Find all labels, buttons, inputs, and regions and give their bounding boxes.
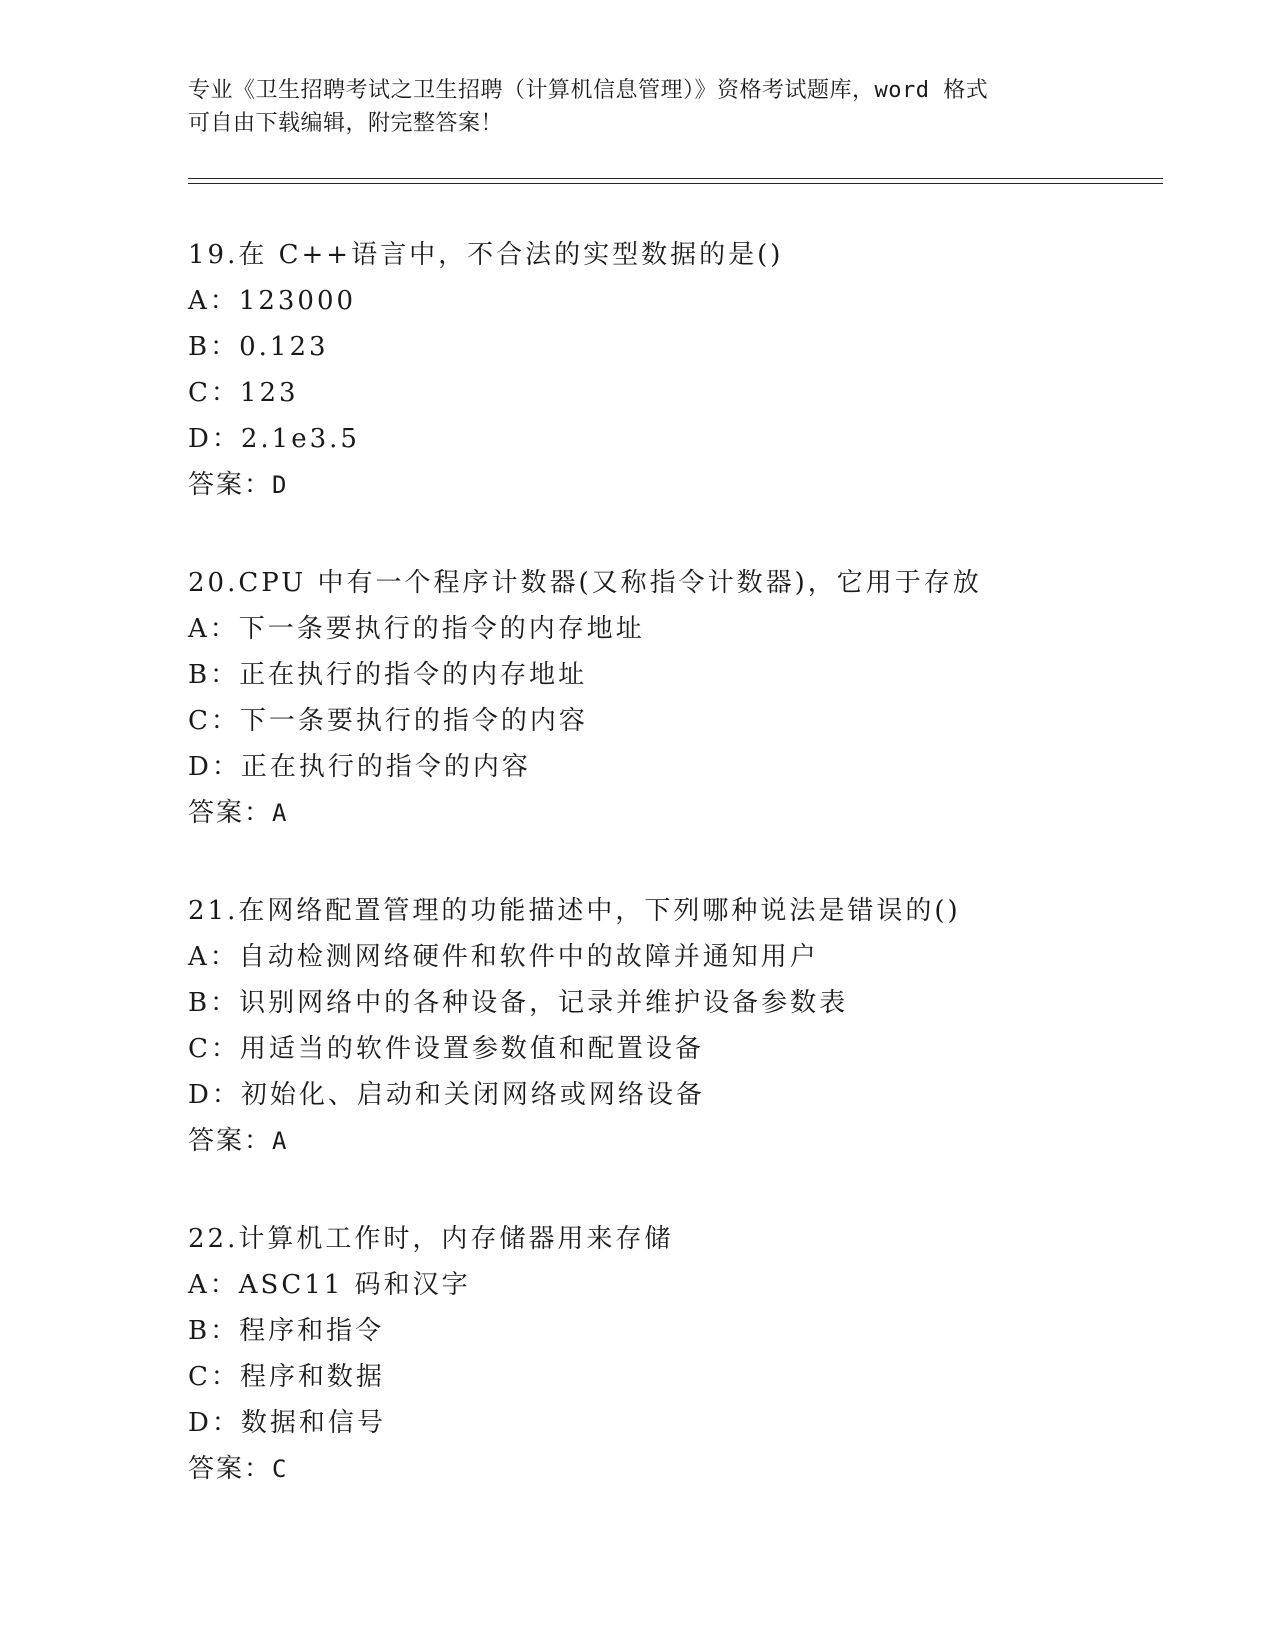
option-b — [188, 980, 1168, 1026]
option-d — [188, 744, 1168, 790]
option-a — [188, 1262, 1168, 1308]
question-text: 22.计算机工作时，内存储器用来存储 — [188, 1224, 674, 1254]
option-text: 123 — [239, 378, 299, 408]
answer-label: 答案： — [188, 1454, 273, 1484]
answer-value: A — [272, 1127, 287, 1155]
option-c — [188, 1026, 1168, 1072]
option-key: A： — [188, 286, 239, 316]
option-key: A： — [188, 942, 239, 972]
option-text: 下一条要执行的指令的内存地址 — [238, 614, 645, 644]
answer-label: 答案： — [188, 1126, 273, 1156]
question-text: 21.在网络配置管理的功能描述中，下列哪种说法是错误的() — [188, 896, 961, 926]
header-line-1: 专业《卫生招聘考试之卫生招聘（计算机信息管理）》资格考试题库，word 格式 — [188, 78, 989, 103]
option-c — [188, 698, 1168, 744]
option-key: B： — [188, 988, 240, 1018]
document-header — [188, 74, 1088, 140]
option-text: 2.1e3.5 — [240, 424, 360, 454]
option-key: C： — [188, 706, 240, 736]
answer-label: 答案： — [188, 798, 273, 828]
option-text: 数据和信号 — [240, 1408, 386, 1438]
answer-value: C — [272, 1455, 287, 1483]
question-19 — [188, 232, 1168, 508]
header-divider-bottom — [188, 183, 1163, 184]
option-key: B： — [188, 332, 240, 362]
answer — [188, 1446, 1168, 1492]
answer-value: A — [272, 799, 287, 827]
option-b — [188, 324, 1168, 370]
question-text: 20.CPU 中有一个程序计数器(又称指令计数器)，它用于存放 — [188, 568, 982, 598]
option-a — [188, 934, 1168, 980]
option-key: D： — [188, 752, 241, 782]
option-key: A： — [188, 1270, 239, 1300]
answer-label: 答案： — [188, 470, 273, 500]
header-divider-top — [188, 178, 1163, 179]
header-line-2: 可自由下载编辑，附完整答案！ — [188, 111, 504, 136]
option-key: B： — [188, 1316, 240, 1346]
option-key: D： — [188, 1080, 241, 1110]
option-b — [188, 652, 1168, 698]
option-key: C： — [188, 1034, 240, 1064]
option-text: 程序和指令 — [239, 1316, 385, 1346]
option-key: A： — [188, 614, 239, 644]
option-text: 0.123 — [239, 332, 329, 362]
option-text: 用适当的软件设置参数值和配置设备 — [239, 1034, 704, 1064]
option-b — [188, 1308, 1168, 1354]
option-d — [188, 1072, 1168, 1118]
option-text: 自动检测网络硬件和软件中的故障并通知用户 — [238, 942, 819, 972]
option-text: 识别网络中的各种设备，记录并维护设备参数表 — [239, 988, 849, 1018]
option-text: 程序和数据 — [239, 1362, 385, 1392]
option-text: 正在执行的指令的内存地址 — [239, 660, 588, 690]
option-text: 123000 — [238, 286, 357, 316]
option-key: C： — [188, 378, 240, 408]
option-d — [188, 416, 1168, 462]
option-text: 初始化、启动和关闭网络或网络设备 — [240, 1080, 705, 1110]
question-text: 19.在 C++语言中，不合法的实型数据的是() — [188, 240, 784, 270]
question-20 — [188, 560, 1168, 836]
option-text: ASC11 码和汉字 — [238, 1270, 471, 1300]
answer-value: D — [272, 471, 287, 499]
option-key: D： — [188, 1408, 241, 1438]
option-text: 正在执行的指令的内容 — [240, 752, 531, 782]
question-22 — [188, 1216, 1168, 1492]
answer — [188, 1118, 1168, 1164]
option-c — [188, 1354, 1168, 1400]
option-key: C： — [188, 1362, 240, 1392]
answer — [188, 462, 1168, 508]
question-list — [188, 232, 1168, 1544]
option-key: B： — [188, 660, 240, 690]
option-text: 下一条要执行的指令的内容 — [239, 706, 588, 736]
option-key: D： — [188, 424, 241, 454]
question-21 — [188, 888, 1168, 1164]
option-c — [188, 370, 1168, 416]
option-d — [188, 1400, 1168, 1446]
option-a — [188, 606, 1168, 652]
option-a — [188, 278, 1168, 324]
answer — [188, 790, 1168, 836]
